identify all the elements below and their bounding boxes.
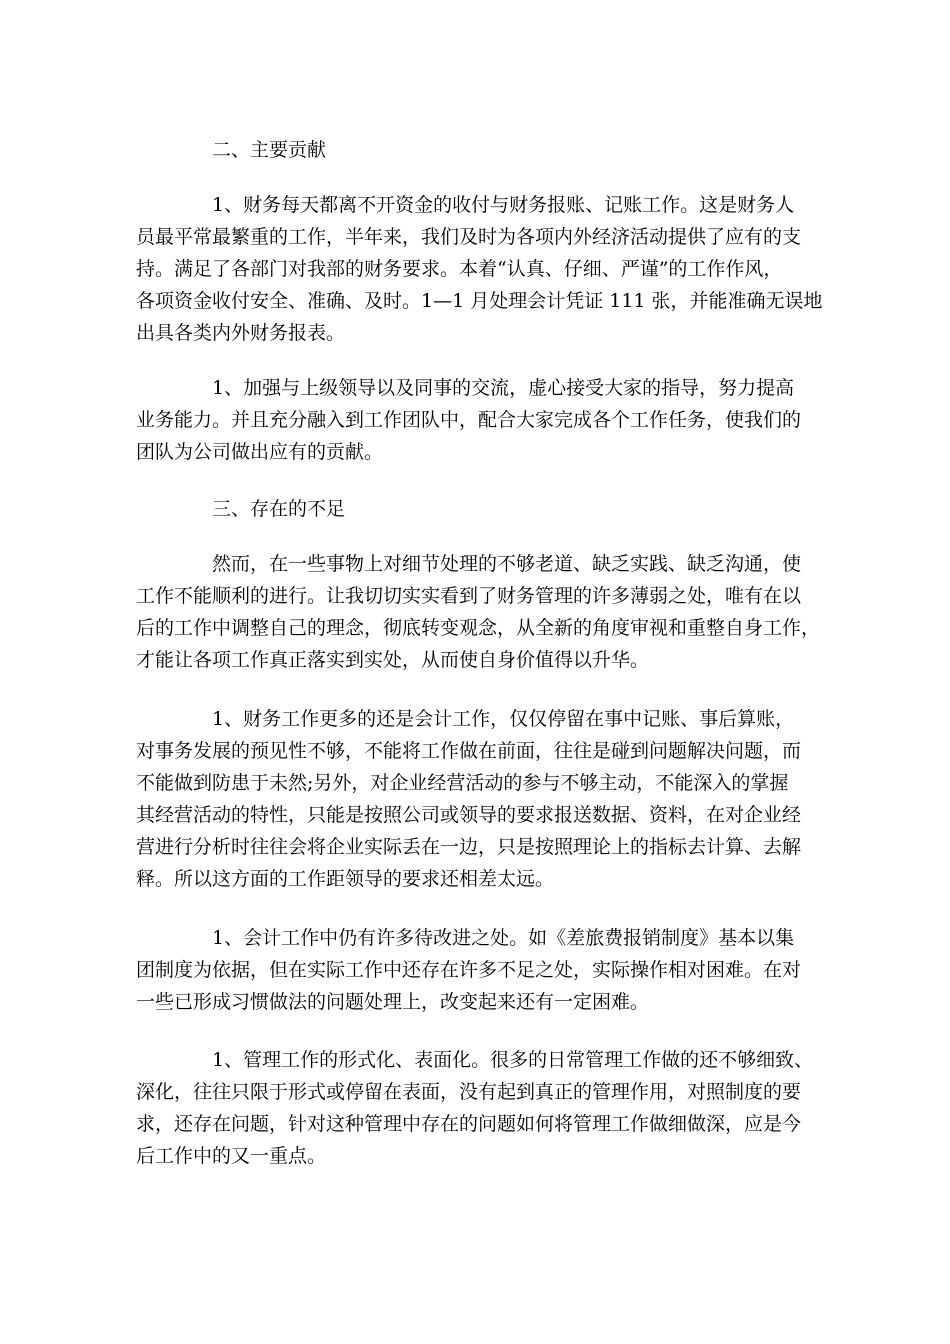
paragraph-line: 营进行分析时往往会将企业实际丢在一边，只是按照理论上的指标去计算、去解 — [136, 836, 802, 858]
paragraph-line: 持。满足了各部门对我部的财务要求。本着“认真、仔细、严谨”的工作作风， — [136, 258, 783, 280]
paragraph-line: 后的工作中调整自己的理念，彻底转变观念，从全新的角度审视和重整自身工作， — [136, 617, 821, 639]
paragraph-accounting-focus — [136, 703, 816, 895]
heading-main-contributions — [136, 134, 816, 166]
paragraph-line: 工作不能顺利的进行。让我切切实实看到了财务管理的许多薄弱之处，唯有在以 — [136, 585, 802, 607]
paragraph-line: 员最平常最繁重的工作，半年来，我们及时为各项内外经济活动提供了应有的支 — [136, 226, 802, 248]
paragraph-line: 1、会计工作中仍有许多待改进之处。如《差旅费报销制度》基本以集 — [212, 927, 795, 949]
paragraph-line: 各项资金收付安全、准确、及时。1—1 月处理会计凭证 111 张，并能准确无误地 — [136, 290, 823, 312]
paragraph-line: 然而，在一些事物上对细节处理的不够老道、缺乏实践、缺乏沟通，使 — [212, 553, 802, 575]
paragraph-communication — [136, 372, 816, 468]
paragraph-line: 团队为公司做出应有的贡献。 — [136, 441, 384, 463]
paragraph-line: 团制度为依据，但在实际工作中还存在许多不足之处，实际操作相对困难。在对 — [136, 959, 802, 981]
paragraph-line: 1、财务每天都离不开资金的收付与财务报账、记账工作。这是财务人 — [212, 194, 795, 216]
document-page — [136, 0, 823, 1344]
paragraph-line: 1、加强与上级领导以及同事的交流，虚心接受大家的指导，努力提高 — [212, 377, 795, 399]
paragraph-line: 对事务发展的预见性不够，不能将工作做在前面，往往是碰到问题解决问题，而 — [136, 740, 802, 762]
paragraph-line: 不能做到防患于未然;另外，对企业经营活动的参与不够主动，不能深入的掌握 — [136, 772, 789, 794]
paragraph-line: 其经营活动的特性，只能是按照公司或领导的要求报送数据、资料，在对企业经 — [136, 804, 802, 826]
paragraph-line: 后工作中的又一重点。 — [136, 1145, 327, 1167]
paragraph-line: 求，还存在问题，针对这种管理中存在的问题如何将管理工作做细做深，应是今 — [136, 1113, 802, 1135]
paragraph-line: 出具各类内外财务报表。 — [136, 322, 346, 344]
heading-shortcomings — [136, 493, 816, 525]
paragraph-line: 业务能力。并且充分融入到工作团队中，配合大家完成各个工作任务，使我们的 — [136, 409, 802, 431]
paragraph-line: 深化，往往只限于形式或停留在表面，没有起到真正的管理作用，对照制度的要 — [136, 1081, 802, 1103]
heading-text: 三、存在的不足 — [212, 498, 346, 520]
paragraph-improvements — [136, 922, 816, 1018]
paragraph-however — [136, 548, 821, 676]
paragraph-line: 一些已形成习惯做法的问题处理上，改变起来还有一定困难。 — [136, 991, 650, 1013]
paragraph-line: 1、财务工作更多的还是会计工作，仅仅停留在事中记账、事后算账， — [212, 708, 795, 730]
paragraph-finance-daily-work — [136, 189, 823, 349]
paragraph-line: 释。所以这方面的工作距领导的要求还相差太远。 — [136, 868, 555, 890]
paragraph-line: 才能让各项工作真正落实到实处，从而使自身价值得以升华。 — [136, 649, 650, 671]
paragraph-line: 1、管理工作的形式化、表面化。很多的日常管理工作做的还不够细致、 — [212, 1049, 814, 1071]
heading-text: 二、主要贡献 — [212, 139, 327, 161]
paragraph-management-formalism — [136, 1044, 816, 1172]
